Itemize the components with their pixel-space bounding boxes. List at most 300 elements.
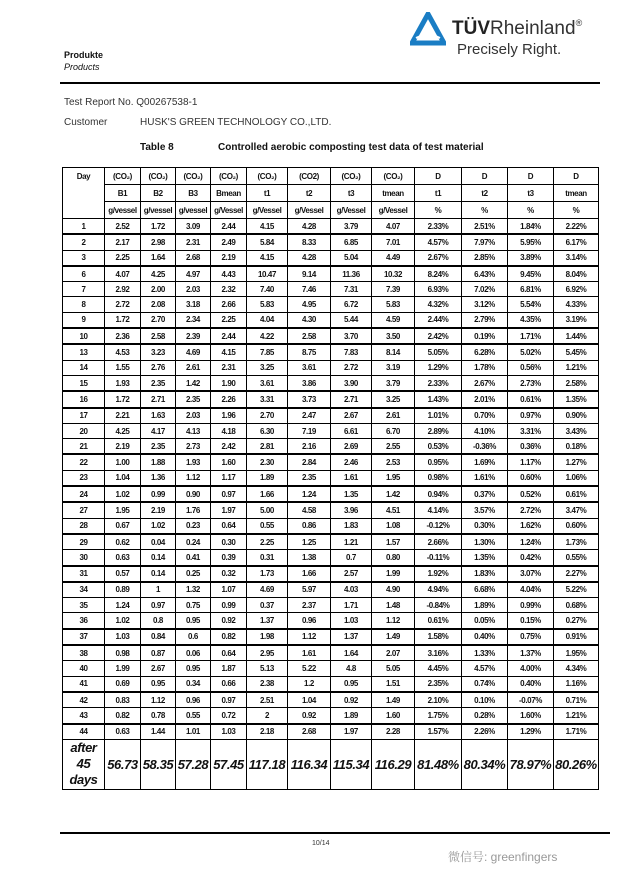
value-cell: 5.22%	[554, 582, 599, 598]
column-header: (CO₂)	[141, 168, 176, 185]
column-header: g/vessel	[176, 202, 211, 219]
value-cell: 1.64	[331, 645, 372, 661]
column-header: g/Vessel	[288, 202, 331, 219]
value-cell: 0.66	[211, 676, 247, 692]
value-cell: 0.70%	[462, 408, 508, 424]
value-cell: 0.55%	[554, 550, 599, 566]
value-cell: 8.33	[288, 234, 331, 250]
value-cell: 1.44%	[554, 328, 599, 344]
value-cell: 0.10%	[462, 692, 508, 708]
value-cell: 1.90	[211, 375, 247, 391]
value-cell: 2.68	[176, 250, 211, 266]
value-cell: 0.27%	[554, 613, 599, 629]
day-cell: 16	[63, 391, 105, 407]
value-cell: 7.02%	[462, 282, 508, 297]
final-value-cell: 117.18	[247, 739, 288, 789]
value-cell: 4.13	[176, 423, 211, 438]
value-cell: 1.03	[211, 724, 247, 740]
value-cell: -0.12%	[415, 518, 462, 534]
value-cell: 1.89%	[462, 598, 508, 613]
value-cell: 0.91%	[554, 629, 599, 645]
column-header	[63, 202, 105, 219]
value-cell: 0.75%	[508, 629, 554, 645]
column-header: (CO2)	[288, 168, 331, 185]
value-cell: 1.37	[247, 613, 288, 629]
value-cell: 4.03	[331, 582, 372, 598]
value-cell: 2.35	[176, 391, 211, 407]
value-cell: 0.52%	[508, 486, 554, 502]
value-cell: 1.37%	[508, 645, 554, 661]
value-cell: 1.36	[141, 470, 176, 486]
composting-data-table	[62, 167, 599, 790]
value-cell: 2.18	[247, 724, 288, 740]
value-cell: 2.10%	[415, 692, 462, 708]
value-cell: 2.33%	[415, 375, 462, 391]
value-cell: 5.44	[331, 312, 372, 328]
value-cell: 4.14%	[415, 502, 462, 518]
value-cell: 2.25	[247, 534, 288, 550]
value-cell: 2.49	[211, 234, 247, 250]
value-cell: 1.29%	[508, 724, 554, 740]
value-cell: 0.19%	[462, 328, 508, 344]
value-cell: 0.37	[247, 598, 288, 613]
value-cell: 6.70	[372, 423, 415, 438]
value-cell: 5.54%	[508, 297, 554, 312]
value-cell: 3.31	[247, 391, 288, 407]
day-cell: 7	[63, 282, 105, 297]
value-cell: 1.95	[105, 502, 141, 518]
value-cell: 0.95	[331, 676, 372, 692]
value-cell: 1.02	[105, 613, 141, 629]
value-cell: 1.48	[372, 598, 415, 613]
value-cell: 8.75	[288, 344, 331, 360]
value-cell: 8.24%	[415, 266, 462, 282]
value-cell: 3.50	[372, 328, 415, 344]
day-cell: 38	[63, 645, 105, 661]
column-header: D	[462, 168, 508, 185]
value-cell: 2.72%	[508, 502, 554, 518]
value-cell: 0.30%	[462, 518, 508, 534]
value-cell: 0.84	[141, 629, 176, 645]
value-cell: -0.07%	[508, 692, 554, 708]
value-cell: 3.09	[176, 219, 211, 235]
column-header: B2	[141, 185, 176, 202]
value-cell: 1.43%	[415, 391, 462, 407]
value-cell: 6.61	[331, 423, 372, 438]
value-cell: 2.19	[211, 250, 247, 266]
value-cell: 4.15	[247, 250, 288, 266]
value-cell: 2.57	[331, 566, 372, 582]
value-cell: 0.6	[176, 629, 211, 645]
value-cell: 1.51	[372, 676, 415, 692]
value-cell: 1.29%	[415, 360, 462, 375]
column-header: (CO₂)	[331, 168, 372, 185]
value-cell: 4.51	[372, 502, 415, 518]
table-row	[63, 360, 599, 375]
table-row	[63, 344, 599, 360]
day-cell: 44	[63, 724, 105, 740]
value-cell: 1.83	[331, 518, 372, 534]
value-cell: 1.95%	[554, 645, 599, 661]
table-row	[63, 234, 599, 250]
day-cell: 10	[63, 328, 105, 344]
value-cell: 3.79	[372, 375, 415, 391]
value-cell: 7.97%	[462, 234, 508, 250]
value-cell: 2.71	[331, 391, 372, 407]
value-cell: 1.66	[288, 566, 331, 582]
value-cell: 5.97	[288, 582, 331, 598]
value-cell: 1.04	[105, 470, 141, 486]
value-cell: 7.46	[288, 282, 331, 297]
value-cell: 2.61	[372, 408, 415, 424]
value-cell: 1.27%	[554, 454, 599, 470]
value-cell: 3.19%	[554, 312, 599, 328]
value-cell: 0.99%	[508, 598, 554, 613]
value-cell: 3.16%	[415, 645, 462, 661]
value-cell: 2.70	[247, 408, 288, 424]
value-cell: 1.24%	[508, 534, 554, 550]
value-cell: 3.70	[331, 328, 372, 344]
value-cell: 4.53	[105, 344, 141, 360]
value-cell: 2.69	[331, 439, 372, 455]
value-cell: 1.03	[331, 613, 372, 629]
value-cell: 4.32%	[415, 297, 462, 312]
value-cell: 4.69	[176, 344, 211, 360]
column-header: g/Vessel	[372, 202, 415, 219]
day-cell: 28	[63, 518, 105, 534]
value-cell: 0.61%	[415, 613, 462, 629]
value-cell: 0.90	[176, 486, 211, 502]
value-cell: 6.68%	[462, 582, 508, 598]
value-cell: 1.02	[105, 486, 141, 502]
column-header: %	[462, 202, 508, 219]
header-divider	[60, 82, 600, 84]
column-header: t3	[331, 185, 372, 202]
value-cell: 3.12%	[462, 297, 508, 312]
value-cell: 5.22	[288, 661, 331, 676]
value-cell: 4.04	[247, 312, 288, 328]
value-cell: 0.97	[141, 598, 176, 613]
value-cell: 1.24	[288, 486, 331, 502]
value-cell: 1.75%	[415, 708, 462, 724]
table-row	[63, 661, 599, 676]
value-cell: 8.04%	[554, 266, 599, 282]
value-cell: 1	[141, 582, 176, 598]
value-cell: 0.14	[141, 566, 176, 582]
footer-divider	[60, 832, 610, 834]
value-cell: 2.19	[141, 502, 176, 518]
final-value-cell: 78.97%	[508, 739, 554, 789]
value-cell: 0.96	[176, 692, 211, 708]
value-cell: 2.27%	[554, 566, 599, 582]
column-header: t3	[508, 185, 554, 202]
table-row	[63, 502, 599, 518]
day-cell: 6	[63, 266, 105, 282]
value-cell: 0.55	[176, 708, 211, 724]
day-cell: 2	[63, 234, 105, 250]
table-row	[63, 391, 599, 407]
value-cell: 2.68	[288, 724, 331, 740]
value-cell: 2.28	[372, 724, 415, 740]
value-cell: 2.85%	[462, 250, 508, 266]
value-cell: 2.01%	[462, 391, 508, 407]
value-cell: 0.95	[141, 676, 176, 692]
value-cell: 5.05%	[415, 344, 462, 360]
value-cell: 0.06	[176, 645, 211, 661]
value-cell: 2.42%	[415, 328, 462, 344]
value-cell: 2.52	[105, 219, 141, 235]
column-header: B1	[105, 185, 141, 202]
value-cell: 7.01	[372, 234, 415, 250]
value-cell: 2.19	[105, 439, 141, 455]
value-cell: 2.38	[247, 676, 288, 692]
table-row	[63, 645, 599, 661]
value-cell: 4.59	[372, 312, 415, 328]
value-cell: 2.72	[331, 360, 372, 375]
value-cell: 7.40	[247, 282, 288, 297]
column-header: t2	[288, 185, 331, 202]
value-cell: 2.92	[105, 282, 141, 297]
value-cell: 2.95	[247, 645, 288, 661]
value-cell: 6.92%	[554, 282, 599, 297]
value-cell: 0.95	[176, 661, 211, 676]
value-cell: 4.94%	[415, 582, 462, 598]
value-cell: 1.61	[288, 645, 331, 661]
table-row	[63, 439, 599, 455]
value-cell: 1.99	[105, 661, 141, 676]
value-cell: 2.58%	[554, 375, 599, 391]
day-cell: 20	[63, 423, 105, 438]
day-cell: 22	[63, 454, 105, 470]
value-cell: 0.55	[247, 518, 288, 534]
value-cell: 0.63	[105, 724, 141, 740]
value-cell: 4.00%	[508, 661, 554, 676]
tuv-logo-icon	[410, 12, 446, 46]
value-cell: 0.25	[176, 566, 211, 582]
value-cell: 2.61	[176, 360, 211, 375]
value-cell: 1.71	[331, 598, 372, 613]
column-header: (CO₂)	[176, 168, 211, 185]
value-cell: 2.89%	[415, 423, 462, 438]
value-cell: 2.44%	[415, 312, 462, 328]
value-cell: 5.04	[331, 250, 372, 266]
value-cell: 2.35	[141, 439, 176, 455]
value-cell: 1.37	[331, 629, 372, 645]
final-value-cell: 58.35	[141, 739, 176, 789]
day-cell: 29	[63, 534, 105, 550]
value-cell: 0.83	[105, 692, 141, 708]
value-cell: 4.07	[372, 219, 415, 235]
value-cell: 2.36	[105, 328, 141, 344]
value-cell: 1.02	[141, 518, 176, 534]
value-cell: 4.30	[288, 312, 331, 328]
table-row	[63, 375, 599, 391]
table-row	[63, 692, 599, 708]
value-cell: 2.84	[288, 454, 331, 470]
value-cell: 0.92	[288, 708, 331, 724]
table-row	[63, 454, 599, 470]
value-cell: 1.60	[372, 708, 415, 724]
value-cell: 2.31	[211, 360, 247, 375]
value-cell: 4.43	[211, 266, 247, 282]
value-cell: 0.94%	[415, 486, 462, 502]
day-cell: 40	[63, 661, 105, 676]
value-cell: 1.35%	[554, 391, 599, 407]
value-cell: 1.89	[331, 708, 372, 724]
column-header: (CO₂)	[105, 168, 141, 185]
table-row	[63, 613, 599, 629]
value-cell: 3.43%	[554, 423, 599, 438]
column-header: (CO₂)	[372, 168, 415, 185]
column-header: g/Vessel	[331, 202, 372, 219]
value-cell: 4.90	[372, 582, 415, 598]
value-cell: 1.73%	[554, 534, 599, 550]
value-cell: 1.62%	[508, 518, 554, 534]
value-cell: 1.71%	[508, 328, 554, 344]
table-row	[63, 297, 599, 312]
value-cell: 1.84%	[508, 219, 554, 235]
value-cell: 1.03	[105, 629, 141, 645]
value-cell: 1.16%	[554, 676, 599, 692]
value-cell: 4.15	[247, 219, 288, 235]
value-cell: 3.90	[331, 375, 372, 391]
table-header-row	[63, 168, 599, 185]
value-cell: 8.14	[372, 344, 415, 360]
value-cell: 0.30	[211, 534, 247, 550]
value-cell: 3.96	[331, 502, 372, 518]
value-cell: 10.47	[247, 266, 288, 282]
value-cell: 0.42%	[508, 550, 554, 566]
value-cell: 1.95	[372, 470, 415, 486]
value-cell: 9.45%	[508, 266, 554, 282]
day-cell: 31	[63, 566, 105, 582]
value-cell: 3.31%	[508, 423, 554, 438]
value-cell: 2.25	[211, 312, 247, 328]
value-cell: 2.58	[288, 328, 331, 344]
value-cell: 0.32	[211, 566, 247, 582]
value-cell: 2.37	[288, 598, 331, 613]
value-cell: 0.28%	[462, 708, 508, 724]
day-cell: 27	[63, 502, 105, 518]
final-label-cell: after 45 days	[63, 739, 105, 789]
day-cell: 14	[63, 360, 105, 375]
value-cell: 2.31	[176, 234, 211, 250]
value-cell: 3.73	[288, 391, 331, 407]
table-row	[63, 598, 599, 613]
value-cell: -0.84%	[415, 598, 462, 613]
value-cell: 4.34%	[554, 661, 599, 676]
value-cell: 2.00	[141, 282, 176, 297]
value-cell: 6.85	[331, 234, 372, 250]
value-cell: 4.28	[288, 250, 331, 266]
value-cell: 2.70	[141, 312, 176, 328]
final-value-cell: 56.73	[105, 739, 141, 789]
brand-name: TÜVRheinland®	[452, 18, 583, 39]
value-cell: 1.72	[105, 312, 141, 328]
value-cell: 1.93	[176, 454, 211, 470]
value-cell: 2.33%	[415, 219, 462, 235]
value-cell: 3.61	[288, 360, 331, 375]
column-header	[63, 185, 105, 202]
column-header: g/vessel	[105, 202, 141, 219]
value-cell: 2.30	[247, 454, 288, 470]
customer-label: Customer	[64, 117, 108, 128]
day-cell: 35	[63, 598, 105, 613]
value-cell: 6.17%	[554, 234, 599, 250]
table-row	[63, 470, 599, 486]
table-header-row	[63, 185, 599, 202]
value-cell: 11.36	[331, 266, 372, 282]
value-cell: 0.87	[141, 645, 176, 661]
value-cell: 2.72	[105, 297, 141, 312]
value-cell: 4.25	[105, 423, 141, 438]
value-cell: 1.97	[331, 724, 372, 740]
day-cell: 9	[63, 312, 105, 328]
value-cell: 2.25	[105, 250, 141, 266]
table-row	[63, 518, 599, 534]
final-value-cell: 80.34%	[462, 739, 508, 789]
value-cell: 4.18	[211, 423, 247, 438]
value-cell: 0.69	[105, 676, 141, 692]
value-cell: 0.53%	[415, 439, 462, 455]
column-header: t2	[462, 185, 508, 202]
value-cell: 0.82	[211, 629, 247, 645]
value-cell: 3.61	[247, 375, 288, 391]
final-value-cell: 81.48%	[415, 739, 462, 789]
day-cell: 17	[63, 408, 105, 424]
value-cell: 1.21	[331, 534, 372, 550]
brand-tagline: Precisely Right.	[457, 41, 562, 58]
value-cell: 0.61%	[554, 486, 599, 502]
value-cell: 5.13	[247, 661, 288, 676]
value-cell: 2	[247, 708, 288, 724]
value-cell: 1.00	[105, 454, 141, 470]
value-cell: 2.34	[176, 312, 211, 328]
value-cell: 2.67%	[462, 375, 508, 391]
value-cell: 2.42	[211, 439, 247, 455]
day-cell: 34	[63, 582, 105, 598]
value-cell: 4.07	[105, 266, 141, 282]
value-cell: 2.66	[211, 297, 247, 312]
day-cell: 8	[63, 297, 105, 312]
watermark: 微信号: greenfingers	[448, 850, 558, 864]
value-cell: 0.15%	[508, 613, 554, 629]
column-header: Bmean	[211, 185, 247, 202]
value-cell: 0.60%	[508, 470, 554, 486]
value-cell: 1.49	[372, 692, 415, 708]
column-header: tmean	[372, 185, 415, 202]
value-cell: 2.32	[211, 282, 247, 297]
value-cell: 2.67	[331, 408, 372, 424]
value-cell: 4.17	[141, 423, 176, 438]
value-cell: 5.00	[247, 502, 288, 518]
value-cell: 1.76	[176, 502, 211, 518]
value-cell: 3.07%	[508, 566, 554, 582]
value-cell: 1.92%	[415, 566, 462, 582]
day-cell: 13	[63, 344, 105, 360]
value-cell: 0.36%	[508, 439, 554, 455]
value-cell: 7.85	[247, 344, 288, 360]
day-cell: 37	[63, 629, 105, 645]
value-cell: 3.14%	[554, 250, 599, 266]
value-cell: 0.14	[141, 550, 176, 566]
value-cell: 0.64	[211, 645, 247, 661]
table-row	[63, 219, 599, 235]
value-cell: 2.66%	[415, 534, 462, 550]
value-cell: 2.26%	[462, 724, 508, 740]
final-value-cell: 115.34	[331, 739, 372, 789]
value-cell: 0.99	[211, 598, 247, 613]
